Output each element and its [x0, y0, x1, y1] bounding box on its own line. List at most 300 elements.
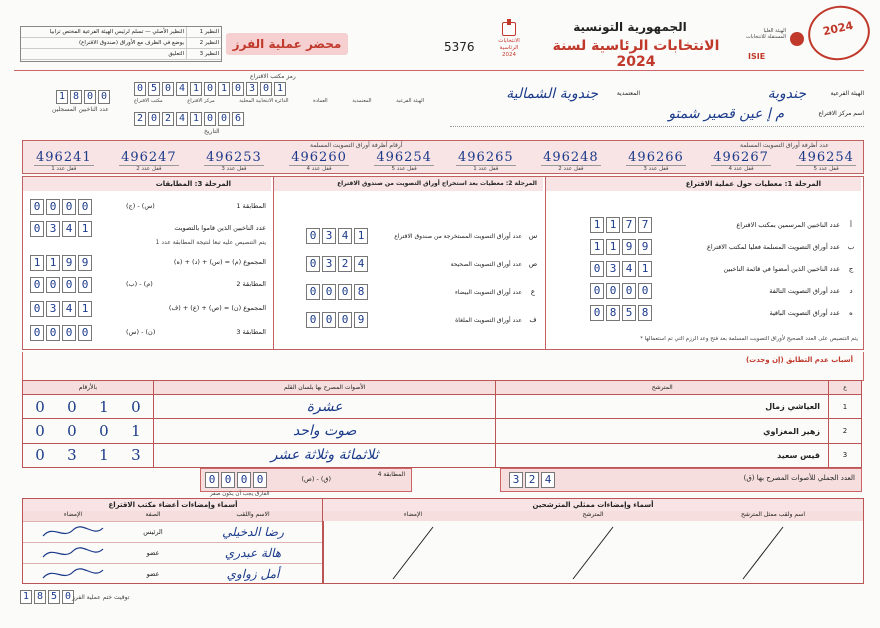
digit-cell: 9 — [354, 312, 368, 328]
digit-cell: 0 — [204, 112, 216, 126]
digit-cell: 8 — [70, 90, 82, 104]
member-role: الرئيس — [143, 528, 163, 536]
stage2-row — [306, 222, 540, 250]
registered-digits — [56, 90, 110, 104]
candidate-digits-box — [24, 398, 152, 416]
ballot-number: 496247 — [121, 150, 177, 165]
ballot-lock — [374, 150, 434, 172]
stage1-digits — [590, 261, 652, 277]
match4-box — [200, 468, 412, 492]
flag-icon — [790, 32, 804, 46]
stage1-digits — [590, 239, 652, 255]
form-title-box — [226, 33, 348, 55]
stage1-rows — [590, 214, 858, 324]
candidate-number: 1 — [829, 395, 862, 419]
match4-label: المطابقة 4 — [377, 471, 405, 478]
digit-cell: 0 — [162, 82, 174, 96]
candidate-digit: 1 — [99, 446, 109, 465]
ballot-number: 496248 — [543, 150, 599, 165]
ballots-left-label: أرقام أظرفة أوراق التصويت المسلمة — [310, 142, 403, 149]
digit-cell: 5 — [48, 590, 60, 604]
ballots-right-numbers — [456, 150, 856, 172]
stage2-row — [306, 306, 540, 334]
digit-cell: 0 — [62, 199, 76, 215]
digit-cell: 1 — [274, 82, 286, 96]
date-label: التاريخ — [204, 128, 220, 135]
digit-cell: 1 — [30, 255, 44, 271]
ballot-sublabel: قفل عدد 3 — [643, 166, 669, 172]
match3-label: المطابقة 3 — [236, 328, 266, 336]
digit-cell: 4 — [62, 301, 76, 317]
digit-cell: 0 — [218, 112, 230, 126]
region-label: الهيئة الفرعية — [830, 90, 864, 97]
candidate-number: 3 — [829, 443, 862, 467]
ballot-sublabel: قفل عدد 4 — [728, 166, 754, 172]
stage1-digits — [590, 217, 652, 233]
stage3-title: المرحلة 3: المطابقات — [155, 180, 231, 188]
col-num-header: ع — [829, 381, 862, 395]
official-stamp — [803, 0, 875, 66]
representatives-signatures — [322, 498, 864, 584]
ballot-number: 496253 — [206, 150, 262, 165]
strike-line — [573, 527, 613, 579]
digit-cell: 8 — [354, 284, 368, 300]
office-h-name: الاسم واللقب — [236, 511, 270, 518]
candidate-digits — [23, 443, 154, 467]
col-name-header: المترشح — [496, 381, 829, 395]
signature-scribble — [23, 522, 123, 542]
digit-cell: 1 — [218, 82, 230, 96]
stage1-row-letter: د — [849, 287, 853, 295]
code-sublabel: الهيئة الفرعية — [396, 98, 424, 104]
ballot-lock — [34, 150, 94, 172]
stage2-row-label: عدد أوراق التصويت البيضاء — [454, 288, 522, 296]
sum2 — [30, 300, 268, 318]
stage2-row — [306, 278, 540, 306]
election-title: الانتخابات الرئاسية لسنة 2024 — [552, 38, 720, 70]
digit-cell: 7 — [638, 217, 652, 233]
candidates-table — [22, 380, 862, 468]
match2-digits — [30, 277, 92, 293]
reasons-section — [22, 352, 864, 381]
ballot-lock — [456, 150, 516, 172]
col-words-header: الأصوات المصرح بها بلسان القلم — [153, 381, 496, 395]
digit-cell: 0 — [62, 590, 74, 604]
voters-digits — [30, 221, 92, 237]
ballot-sublabel: قفل عدد 1 — [473, 166, 499, 172]
left-notes — [20, 26, 222, 62]
stage2-row-label: عدد أوراق التصويت المستخرجة من صندوق الاقتراع — [394, 232, 522, 240]
col-digits-header: بالأرقام — [23, 381, 154, 395]
digit-cell: 3 — [322, 228, 336, 244]
ballot-number: 496241 — [36, 150, 92, 165]
stage2-row-letter: ص — [528, 260, 538, 268]
digit-cell: 0 — [134, 82, 146, 96]
stage1-row-label: عدد أوراق التصويت المسلمة فعليا لمكتب الاقتراع — [706, 243, 840, 251]
codes-label: رمز مكتب الاقتراع — [250, 73, 296, 80]
stage2-digits — [306, 256, 368, 272]
signature-scribble — [23, 564, 123, 584]
logo-caption: الانتخابات الرئاسية 2024 — [498, 38, 520, 58]
total-votes-digits — [509, 472, 555, 488]
isie-label: الهيئة العليا المستقلة للانتخابات — [745, 28, 786, 40]
digit-cell: 0 — [306, 312, 320, 328]
digit-cell: 9 — [638, 239, 652, 255]
digit-cell: 1 — [56, 90, 68, 104]
match3-formula: (س) - (ن) — [126, 328, 156, 336]
digit-cell: 6 — [232, 112, 244, 126]
digit-cell: 1 — [638, 261, 652, 277]
registered-label: عدد الناخبين المسجلين — [52, 106, 109, 113]
digit-cell: 0 — [606, 283, 620, 299]
stage1-row — [590, 236, 858, 258]
digit-cell: 0 — [46, 199, 60, 215]
candidate-digit: 0 — [67, 397, 77, 416]
digit-cell: 0 — [638, 283, 652, 299]
match2-label: المطابقة 2 — [236, 280, 266, 288]
region-field — [640, 86, 864, 106]
candidate-digit: 0 — [131, 397, 141, 416]
ballot-sublabel: قفل عدد 2 — [558, 166, 584, 172]
stage3-content — [30, 194, 268, 344]
digit-cell: 0 — [46, 277, 60, 293]
digit-cell: 0 — [590, 305, 604, 321]
member-signature — [23, 564, 123, 584]
match3 — [30, 324, 268, 342]
digit-cell: 0 — [30, 221, 44, 237]
candidate-row — [23, 395, 862, 419]
office-code-sublabels — [134, 98, 424, 104]
digit-cell: 0 — [62, 325, 76, 341]
stage2-row-label: عدد أوراق التصويت الملغاة — [455, 316, 522, 324]
match1-label: المطابقة 1 — [236, 202, 266, 210]
note-text: التعليق — [168, 51, 184, 57]
rep-h-signature: الإمضاء — [403, 511, 423, 518]
match4-formula: (ص) - (ق) — [301, 475, 331, 483]
digit-cell: 1 — [190, 82, 202, 96]
stage1-digits — [590, 283, 652, 299]
candidate-name: قيس سعيد — [496, 443, 829, 467]
digit-cell: 1 — [20, 590, 32, 604]
member-row — [23, 521, 323, 542]
digit-cell: 0 — [322, 312, 336, 328]
stage2-header — [273, 177, 543, 191]
stage2-row-letter: ع — [530, 288, 536, 296]
code-sublabel: مكتب الاقتراع — [134, 98, 163, 104]
digit-cell: 0 — [62, 277, 76, 293]
digit-cell: 0 — [306, 256, 320, 272]
sum1-digits — [30, 255, 92, 271]
digit-cell: 0 — [30, 325, 44, 341]
candidate-words: ثلاثمائة وثلاثة عشر — [153, 443, 496, 467]
digit-cell: 1 — [606, 239, 620, 255]
candidate-digits — [23, 419, 154, 443]
candidate-number: 2 — [829, 419, 862, 443]
candidate-digit: 0 — [35, 446, 45, 465]
stage1-row-letter: أ — [850, 221, 852, 229]
office-h-signature: الإمضاء — [63, 511, 83, 518]
form-number: 5376 — [444, 40, 475, 54]
digit-cell: 4 — [338, 228, 352, 244]
strike-line — [743, 527, 783, 579]
logo-icon — [502, 22, 516, 36]
stage2-title: المرحلة 2: معطيات بعد استخراج أوراق التصويت من صندوق الاقتراع — [337, 180, 537, 187]
digit-cell: 2 — [162, 112, 174, 126]
note-label: النظير 3 — [186, 49, 221, 59]
ballot-number: 496254 — [798, 150, 854, 165]
ballot-sublabel: قفل عدد 4 — [306, 166, 332, 172]
candidate-row — [23, 443, 862, 467]
candidate-digit: 1 — [131, 422, 141, 441]
digit-cell: 0 — [306, 284, 320, 300]
stage2-row-letter: ف — [529, 316, 537, 324]
stage3-note: يتم التنصيص عليه تبعا لنتيجة المطابقة عدد 1 — [155, 239, 266, 246]
code-sublabel: المعتمدية — [352, 98, 372, 104]
ballot-sublabel: قفل عدد 3 — [221, 166, 247, 172]
closing-time-digits — [20, 590, 74, 604]
election-logo — [494, 22, 524, 64]
stage1-row — [590, 302, 858, 324]
digit-cell: 3 — [606, 261, 620, 277]
match2 — [30, 276, 268, 294]
digit-cell: 0 — [221, 472, 235, 488]
ballot-number: 496260 — [291, 150, 347, 165]
digit-cell: 1 — [46, 255, 60, 271]
office-signatures — [22, 498, 324, 584]
rep-strike-lines — [323, 521, 863, 583]
member-signature — [23, 522, 123, 542]
ballot-lock — [796, 150, 856, 172]
digit-cell: 0 — [590, 261, 604, 277]
digit-cell: 9 — [62, 255, 76, 271]
candidate-name: العياشي زمال — [496, 395, 829, 419]
stage2-rows — [306, 222, 540, 334]
digit-cell: 0 — [338, 284, 352, 300]
member-row — [23, 542, 323, 563]
office-sign-title: أسماء وإمضاءات أعضاء مكتب الاقتراع — [23, 499, 323, 511]
digit-cell: 0 — [253, 472, 267, 488]
digit-cell: 3 — [322, 256, 336, 272]
signature-scribble — [23, 543, 123, 563]
note-text: يوضع في الظرف مع الأوراق (صندوق الاقتراع) — [79, 40, 184, 46]
digit-cell: 0 — [205, 472, 219, 488]
candidate-digits-box — [24, 422, 152, 440]
digit-cell: 0 — [46, 325, 60, 341]
stage1-header — [545, 177, 861, 191]
digit-cell: 1 — [590, 217, 604, 233]
stage1-row-letter: ه — [849, 309, 853, 317]
digit-cell: 2 — [525, 472, 539, 488]
note-text: النظير الأصلي — تسلم لرئيس الهيئة الفرعية المختص ترابيا — [49, 29, 184, 35]
center-label: اسم مركز الاقتراع — [818, 110, 864, 117]
date-digits — [134, 112, 244, 126]
digit-cell: 0 — [30, 199, 44, 215]
ballot-lock — [711, 150, 771, 172]
note-label: النظير 1 — [186, 27, 221, 37]
digit-cell: 0 — [237, 472, 251, 488]
isie-logo — [744, 24, 804, 64]
digit-cell: 8 — [638, 305, 652, 321]
note-row — [21, 27, 221, 38]
stage2-digits — [306, 284, 368, 300]
member-name: هالة عبدري — [224, 546, 282, 560]
candidate-digit: 0 — [99, 422, 109, 441]
match1 — [30, 198, 268, 216]
sum1 — [30, 254, 268, 272]
digit-cell: 5 — [622, 305, 636, 321]
office-code-digits — [134, 82, 286, 96]
note-label: النظير 2 — [186, 38, 221, 48]
candidate-digit: 0 — [35, 422, 45, 441]
ballot-sublabel: قفل عدد 5 — [391, 166, 417, 172]
member-row — [23, 563, 323, 584]
match2-formula: (ب) - (م) — [126, 280, 153, 288]
stage2-digits — [306, 228, 368, 244]
center-field — [450, 106, 864, 127]
note-row — [21, 38, 221, 49]
code-sublabel: الدائرة الانتخابية المحلية — [239, 98, 289, 104]
digit-cell: 0 — [98, 90, 110, 104]
rep-h-name: اسم ولقب ممثل المترشح — [740, 511, 806, 518]
ballot-sublabel: قفل عدد 2 — [136, 166, 162, 172]
digit-cell: 0 — [204, 82, 216, 96]
candidate-words: عشرة — [153, 395, 496, 419]
digit-cell: 4 — [354, 256, 368, 272]
ballot-lock — [541, 150, 601, 172]
form-title: محضر عملية الفرز — [232, 37, 342, 51]
digit-cell: 1 — [590, 239, 604, 255]
reasons-label: أسباب عدم التطابق (إن وجدت) — [745, 356, 853, 364]
strike-line — [393, 527, 433, 579]
digit-cell: 0 — [232, 82, 244, 96]
code-sublabel: العمادة — [313, 98, 328, 104]
sum2-label: المجموع (ن) = (ص) + (ع) + (ف) — [168, 304, 266, 312]
stage1-row — [590, 280, 858, 302]
stage2-row-label: عدد أوراق التصويت الصحيحة — [450, 260, 522, 268]
digit-cell: 3 — [509, 472, 523, 488]
digit-cell: 5 — [148, 82, 160, 96]
ballot-number: 496266 — [628, 150, 684, 165]
digit-cell: 7 — [622, 217, 636, 233]
candidate-words: صوت واحد — [153, 419, 496, 443]
candidate-digits — [23, 395, 154, 419]
digit-cell: 2 — [134, 112, 146, 126]
digit-cell: 1 — [78, 301, 92, 317]
stage3-header — [23, 177, 271, 191]
digit-cell: 4 — [62, 221, 76, 237]
ballot-sublabel: قفل عدد 1 — [51, 166, 77, 172]
digit-cell: 3 — [46, 221, 60, 237]
ballot-number: 496265 — [458, 150, 514, 165]
digit-cell: 0 — [30, 301, 44, 317]
rep-sign-title: أسماء وإمضاءات ممثلي المترشحين — [323, 499, 863, 511]
digit-cell: 0 — [622, 283, 636, 299]
stage1-title: المرحلة 1: معطيات حول عملية الاقتراع — [685, 180, 821, 188]
office-h-role: الصفة — [145, 511, 161, 518]
stamp-text: 2024 — [821, 19, 855, 39]
candidate-name: زهير المغزاوي — [496, 419, 829, 443]
candidate-digit: 3 — [131, 446, 141, 465]
stage1-row-label: عدد الناخبين المرسمين بمكتب الاقتراع — [736, 221, 840, 229]
stage1-row-label: عدد الناخبين الذين أمضوا في قائمة الناخبين — [723, 265, 840, 273]
digit-cell: 4 — [541, 472, 555, 488]
digit-cell: 0 — [148, 112, 160, 126]
note-row — [21, 49, 221, 60]
delegation-label: المعتمدية — [616, 90, 640, 97]
digit-cell: 0 — [78, 325, 92, 341]
digit-cell: 0 — [84, 90, 96, 104]
stage1-digits — [590, 305, 652, 321]
ballot-lock — [626, 150, 686, 172]
ballots-right-label: عدد أظرفة أوراق التصويت المسلمة — [740, 142, 829, 149]
member-name: رضا الدخيلي — [222, 525, 284, 539]
match3-digits — [30, 325, 92, 341]
digit-cell: 1 — [606, 217, 620, 233]
digit-cell: 1 — [190, 112, 202, 126]
stage1-row-letter: ب — [847, 243, 855, 251]
candidate-digit: 0 — [35, 397, 45, 416]
member-role: عضو — [146, 570, 160, 578]
center-value: م إ عين قصير شمتو — [668, 106, 784, 122]
republic-title: الجمهورية التونسية — [573, 20, 687, 34]
total-votes-label: (ق) العدد الجملي للأصوات المصرح بها — [743, 474, 855, 482]
rep-h-candidate: المترشح — [582, 511, 604, 518]
ballot-lock — [119, 150, 179, 172]
digit-cell: 3 — [246, 82, 258, 96]
digit-cell: 0 — [30, 277, 44, 293]
match1-digits — [30, 199, 92, 215]
digit-cell: 9 — [622, 239, 636, 255]
digit-cell: 0 — [78, 199, 92, 215]
stage1-row — [590, 214, 858, 236]
candidate-digit: 1 — [99, 397, 109, 416]
digit-cell: 1 — [354, 228, 368, 244]
region-value: جندوبة — [767, 86, 806, 102]
closing-time-label: توقيت ختم عملية الفرز — [72, 594, 130, 601]
stage1-row-letter: ج — [848, 265, 854, 273]
candidate-digits-box — [24, 446, 152, 464]
digit-cell: 1 — [78, 221, 92, 237]
ballot-lock — [204, 150, 264, 172]
voters — [30, 220, 268, 238]
stage1-row-label: عدد أوراق التصويت الباقية — [769, 309, 840, 317]
stage2-row — [306, 250, 540, 278]
stage1-note: * يتم التنصيص على العدد الصحيح لأوراق التصويت المسلمة بعد فتح وعد الرزم التي تم استعمالها — [640, 336, 858, 342]
ballot-lock — [289, 150, 349, 172]
match4-digits — [205, 472, 267, 488]
total-votes-box — [500, 468, 862, 492]
candidate-row — [23, 419, 862, 443]
voters-label: عدد الناخبين الذين قاموا بالتصويت — [174, 224, 266, 232]
digit-cell: 0 — [306, 228, 320, 244]
member-name: أمل زواوي — [226, 567, 280, 581]
digit-cell: 8 — [34, 590, 46, 604]
digit-cell: 4 — [176, 82, 188, 96]
ballot-number: 496267 — [713, 150, 769, 165]
delegation-field — [450, 86, 640, 106]
digit-cell: 4 — [622, 261, 636, 277]
stage2-digits — [306, 312, 368, 328]
candidate-digit: 0 — [67, 422, 77, 441]
ballot-sublabel: قفل عدد 5 — [813, 166, 839, 172]
match4-note: الفارق يجب أن يكون صفر — [210, 491, 270, 497]
member-role: عضو — [146, 549, 160, 557]
isie-abbr: ISIE — [748, 52, 766, 61]
digit-cell: 2 — [338, 256, 352, 272]
stage2-row-letter: س — [528, 232, 538, 240]
match1-formula: (ج) - (س) — [126, 202, 155, 210]
digit-cell: 4 — [176, 112, 188, 126]
